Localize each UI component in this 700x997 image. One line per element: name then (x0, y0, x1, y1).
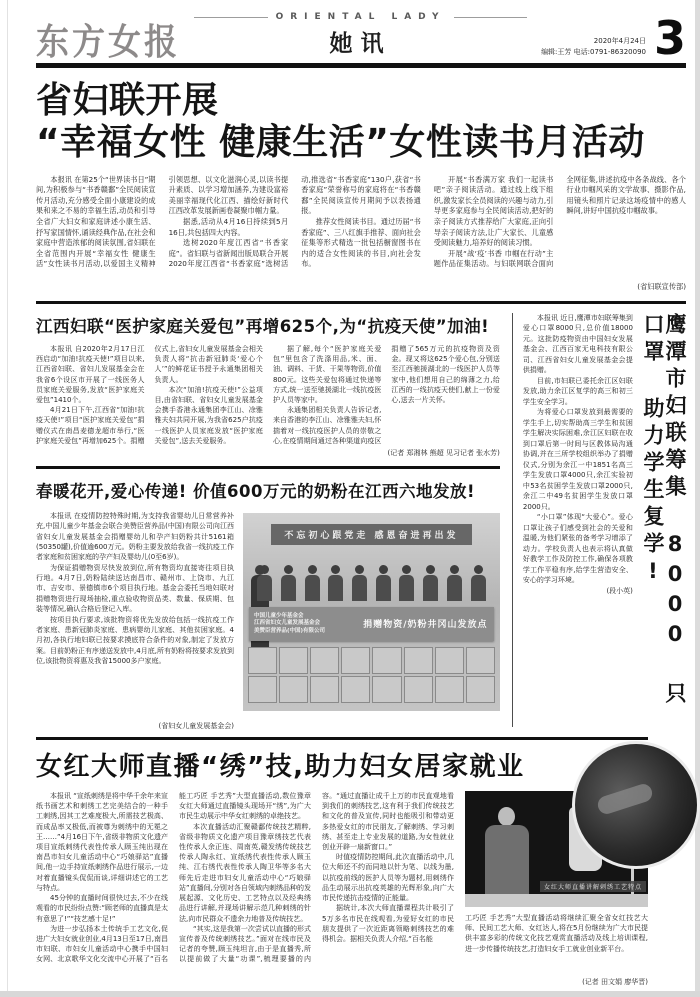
paragraph: 开展“书香满万家 我们一起读书吧”亲子阅读活动。通过线上线下组织,激发家长全员阅读的兴趣与动力,引导更多家庭参与全民阅读活动,把好的亲子阅读方式推荐给广大家庭,正向引导亲子阅读方法,让广大家长、儿童感受阅读魅力,培养好的阅读习惯。 (433, 174, 554, 248)
embroidery-article-body (36, 791, 454, 993)
byline: (记者 郑湘林 熊超 见习记者 张水芳) (382, 448, 500, 458)
english-title-row (194, 12, 527, 22)
rule-line (454, 17, 528, 18)
page-number: 3 (653, 11, 686, 66)
paragraph: 本报讯 在第25个“世界读书日”期间,为积极参与“书香赣鄱”全民阅读宣传月活动,充分感受全面小康建设的成果和来之不易的幸福生活,动员和引导全省广大妇女和家庭讲述小康生活、抒写家国情怀,诵读经典作品,在社会和家庭中营造浓郁的阅读氛围,省妇联在全省范围内开展“幸福女性 健康生活”女性读书月活动,以爱国主义精神引领思想、以文化滋润心灵,以读书提升素质、以学习增加涵养,为建设富裕美丽幸福现代化江西、描绘好新时代江西改革发展新画卷凝聚巾帼力量。 (36, 174, 289, 269)
paragraph: 本报讯 近日,鹰潭市妇联筹集到爱心口罩8000只,总价值18000元。这批防疫物资由中国妇女发展基金会、江西百家无电科技有限公司、江西省妇女儿童发展基金会提供捐赠。 (522, 313, 633, 375)
paragraph: 为将爱心口罩发放到最需要的学生手上,切实帮助高三学生和贫困学生解决实际困难,余江区妇联在收到口罩后第一时间与区教体局沟通协调,并在三所学校组织举办了捐赠仪式,分别为余江一中1851名高三学生发放口罩4000只,余江实验初中53名贫困学生发放口罩2000只,余江二中49名贫困学生发放口罩2000只。 (522, 408, 633, 511)
person-silhouette (281, 565, 296, 601)
person-silhouette (471, 565, 486, 601)
middle-left-column (36, 311, 500, 731)
page-edge-right (695, 0, 700, 997)
paragraph: 按项目执行要求,该批物资将优先发放给包括一线抗疫工作者家庭、患新冠肺炎家庭、患病婴幼儿家庭、其他贫困家庭。4月初,各执行地妇联已按要求摸底符合条件的对象,制定了发放方案。目前奶粉正有序递送发放中,4月底,所有奶粉将按要求发放到位,该批物资将惠及我省15000多户家庭。 (36, 615, 234, 665)
person-silhouette (376, 565, 391, 601)
page-content (36, 12, 686, 993)
paragraph: 本次“加油!抗疫天使!”公益项目,由省妇联、省妇女儿童发展基金会携手香港永通集团李江山、凃雅雅夫妇共同开展,为我省625户抗疫一线医护人员家庭发放“医护家庭关爱包”,送去关爱服务。 (154, 385, 263, 445)
main-article-body (36, 175, 686, 293)
person-silhouette (328, 565, 343, 601)
paragraph: 4月21日下午,江西省“加油!抗疫天使!”项目“医护家庭关爱包”捐赠仪式在南昌麦德龙超市举行,“医护家庭关爱包”再增加625个。捐赠仪式上,省妇女儿童发展基金会相关负责人将“抗击新冠肺炎‘爱心个人’”的鲜花证书授予永通集团相关负责人。 (36, 344, 263, 445)
masthead-right (541, 11, 686, 66)
vertical-divider (512, 313, 513, 727)
display-table (465, 894, 648, 907)
milk-headline: 春暖花开,爱心传递! 价值600万元的奶粉在江西六地发放! (36, 481, 476, 501)
presenter-silhouette (498, 807, 515, 826)
paragraph: 本报讯 “宣纸刺绣是将中华千余年来宣纸书画艺术和刺绣工艺完美结合的一种手工刺绣,因其工艺难度极大,所需技艺极高、而成品率又极低,而被尊为刺绣中的无冕之王……”4月16日下午,省级非物质文化遗产项目宣纸刺绣代表性传承人顾玉纯出现在南昌市妇女儿童活动中心“巧娘驿站”直播间,他一边手持宣纸刺绣作品进行展示,一边对着直播镜头侃侃而谈,详细讲述它的工艺与特点。 (36, 791, 168, 892)
donation-banner (249, 607, 494, 641)
paragraph: 工巧匠 手艺秀”大型直播活动将继续汇聚全省女红技艺大师、民间工艺大师、女红达人,将在5月份继续为广大市民提供丰富多彩的传统文化技艺观赏直播活动及线上培训课程,进一步传播传统技艺,打造妇女手工就业创业新平台。 (465, 913, 648, 953)
byline: (省妇联宣传部) (631, 282, 686, 293)
issue-date: 2020年4月24日 (593, 36, 646, 45)
rule-line (194, 17, 268, 18)
paragraph: 选树2020年度江西省“书香家庭”。省妇联与省新闻出版局联合开展2020年度江西省“书香家庭”选树活动,推选省“书香家庭”130户,获省“书香家庭”荣誉称号的家庭将在“书香赣鄱”全民阅读宣传月期间予以表扬通报。 (168, 174, 421, 269)
milk-article-body (36, 511, 234, 731)
paragraph: 据统计,本次大师直播课程共计吸引了5万多名市民在线观看,为爱好女红的市民朋友提供了一次近距离领略刺绣技艺的难得机会。据相关负责人介绍,“百名能 (322, 904, 454, 943)
person-silhouette (399, 565, 414, 601)
paragraph: 据了解,每个“医护家庭关爱包”里包含了洗涤用品,米、面、油、调料、干货、干果等物资,价值800元。这些关爱包将通过快递等方式,统一送至驰援湖北一线抗疫医护人员等家中。 (272, 344, 382, 405)
masks-vertical-headline: 鹰潭市妇联筹集 8000 只口罩 助力学生复学! (640, 312, 687, 709)
masks-article-body (523, 313, 633, 731)
person-silhouette (447, 565, 462, 601)
embroidery-right-column (465, 791, 648, 993)
byline: (省妇女儿童发展基金会) (153, 721, 234, 731)
section-name: 她讯 (329, 31, 392, 57)
section-rule (36, 737, 648, 740)
person-silhouette (257, 565, 272, 601)
paragraph: 永通集团相关负责人告诉记者,来自香港的李江山、凃雅雅夫妇,怀揣着对一线抗疫医护人员的崇敬之心,在疫情期间通过各种渠道向疫区捐赠了565万元的抗疫物资及资金。现又将这625个爱心包,分别送至江西驰援湖北的一线医护人员等家中,他们想用自己的绵薄之力,给江西的一线抗疫天使们,献上一份爱心,送去一片关怀。 (272, 344, 500, 445)
carepack-headline: 江西妇联“医护家庭关爱包”再增625个,为“抗疫天使”加油! (36, 316, 490, 336)
masthead (36, 11, 686, 66)
person-silhouette (305, 565, 320, 601)
paragraph: 开展“战‘疫’书香 巾帼在行动”主题作品征集活动。与妇联网联合面向全网征集,讲述抗疫中各条战线、各个行业巾帼风采的文学故事、摄影作品,用镜头和照片记录这场疫情中的感人瞬间,讲好中国抗疫巾帼故事。 (433, 174, 686, 269)
embroidery-closeup-photo (572, 741, 700, 869)
paragraph: 本次直播活动汇聚赣鄱传统技艺精粹,省级非物质文化遗产项目豫章绣技艺代表性传承人余正连、周南英,赣发绣传统技艺传承人陶永红、宣纸绣代表性传承人顾玉纯、江右绣代表性传承人陶卫华等多名大师先后走进市妇女儿童活动中心“巧娘驿站”直播间,分别对各自领域内刺绣品种的发展起源、文化历史、工艺特点以及经典绣品进行讲解,并现场讲解示范几种刺绣的针法,向市民群众不遗余力地普及传统技艺。 (179, 822, 311, 923)
date-editor-block (541, 36, 646, 58)
byline: (段小英) (606, 586, 633, 595)
masthead-rule (36, 63, 686, 68)
paragraph: 时值疫情防控期间,此次直播活动中,几位大师还不约而同地以针为笔、以线为墨,以抗疫前线的医护人员等为题材,用刺绣作品生动展示出抗疫英雄的光辉形象,向广大市民传递抗击疫情的正能量。 (322, 853, 454, 903)
main-headline (36, 80, 686, 165)
english-title: ORIENTAL LADY (275, 12, 446, 22)
milk-article-row (36, 511, 500, 731)
middle-section (36, 311, 686, 731)
banner-main-text: 捐赠物资/奶粉井冈山发放点 (363, 620, 488, 631)
main-headline-line1: 省妇联开展 (36, 80, 219, 121)
paragraph: 本报讯 自2020年2月17日江西启动“加油!抗疫天使!”项目以来,江西省妇联、省妇儿发展基金会在我省6个设区市开展了一线医务人员家庭关爱服务,发放“医护家庭关爱包”1410个。 (36, 344, 145, 405)
wall-banner-text: 不忘初心跟党走 感恩奋进再出发 (271, 524, 471, 545)
milk-boxes (248, 647, 495, 703)
paragraph: 推荐女性阅读书目。通过历届“书香家庭”、三八红旗手推荐、面向社会征集等形式精选一批包括橱窗图书在内的适合女性阅读的书目,向社会发布。 (301, 217, 421, 269)
paragraph: “小口罩”体现“大爱心”。爱心口罩让孩子们感受到社会的关爱和温暖,为他们紧张的备考学习增添了动力。学校负责人也表示将认真做好教学工作及防控工作,确保各项教学工作平稳有序,给学生营造安全、安心的学习环境。 (522, 513, 633, 585)
paragraph: 45分钟的直播时间很快过去,不少在线观看的市民纷纷点赞:“顾老师的直播真是太有意思了!”“技艺感十足!” (36, 894, 168, 923)
person-silhouette (423, 565, 438, 601)
org-name: 江西省妇女儿童发展基金会 (254, 620, 321, 627)
main-headline-line2: “幸福女性 健康生活”女性读书月活动 (36, 122, 645, 164)
newspaper-logo: 东方女报 (36, 20, 180, 63)
paragraph: 本报讯 在疫情防控特殊时期,为支持我省婴幼儿日常营养补充,中国儿童少年基金会联合美赞臣营养品(中国)有限公司向江西省妇女儿童发展基金会捐赠婴幼儿和孕产妇奶粉共计5161箱(50350罐),价值逾600万元。奶粉主要发放给我省一线抗疫工作者家庭和贫困家庭的孕产妇及婴幼儿(0至6岁)。 (36, 511, 234, 562)
person-silhouette (352, 565, 367, 601)
paragraph: 为保证捐赠物资尽快发放到位,所有物资均直接寄往项目执行地。4月7日,奶粉陆续送达南昌市、赣州市、上饶市、九江市、吉安市、景德镇市6个项目执行地。基金会委托当地妇联对捐赠物资进行现场抽检,重点验收物资品类、数量、保质期、包装等情况,确认合格后登记入库。 (36, 563, 234, 614)
org-names (249, 613, 357, 635)
embroidery-body-row (36, 791, 648, 993)
byline: (记者 田文娟 廖华晋) (582, 977, 648, 986)
paragraph: 据悉,活动从4月16日持续到5月16日,共包括四大内容。 (168, 217, 289, 237)
people-row (253, 565, 490, 601)
editor-line: 编辑:王芳 电话:0791-86320090 (541, 47, 646, 56)
section-rule (36, 466, 500, 469)
embroidery-article (36, 746, 648, 993)
paragraph: 目前,市妇联已委托余江区妇联发放,助力余江区复学的高三和初三学生安全学习。 (522, 376, 633, 406)
org-name: 美赞臣营养品(中国)有限公司 (254, 627, 326, 634)
page-edge-left (7, 0, 8, 997)
embroidery-headline: 女红大师直播“绣”技,助力妇女居家就业 (36, 751, 525, 782)
masks-sidebar-article (523, 311, 686, 731)
paragraph: “其实,这是我第一次尝试以直播的形式宣传普及传统刺绣技艺。”面对在线市民及记者的夸赞,顾玉纯坦言,由于是直播秀,所以提前做了大量“功课”,梳理要播的内容。“通过直播让成千上万的市民直观地看到我们的刺绣技艺,这有利于我们传统技艺和文化的普及宣传,同时也能吸引和带动更多热爱女红的市民朋友,了解刺绣、学习刺绣、甚至走上专业发展的道路,为女性就业创业开辟一扇新窗口。” (179, 791, 454, 964)
masthead-center (180, 12, 541, 58)
donation-photo (243, 513, 500, 711)
carepack-article-body (36, 344, 500, 458)
paragraph: 为进一步弘扬本土传统手工艺文化,促进广大妇女就业创业,4月13日至17日,南昌市妇联、市妇女儿童活动中心携手中国妇女网、北京歌华文化交流中心开展了“百名能工巧匠 手艺秀”大型直播活动,数位豫章女红大师通过直播镜头现场开“绣”,为广大市民生动展示中华女红刺绣的卓绝技艺。 (36, 791, 311, 964)
embroidery-tail-text (465, 913, 648, 975)
org-name: 中国儿童少年基金会 (254, 612, 304, 619)
section-rule (36, 301, 686, 304)
photo-caption: 女红大师直播讲解刺绣工艺特点 (540, 881, 646, 892)
